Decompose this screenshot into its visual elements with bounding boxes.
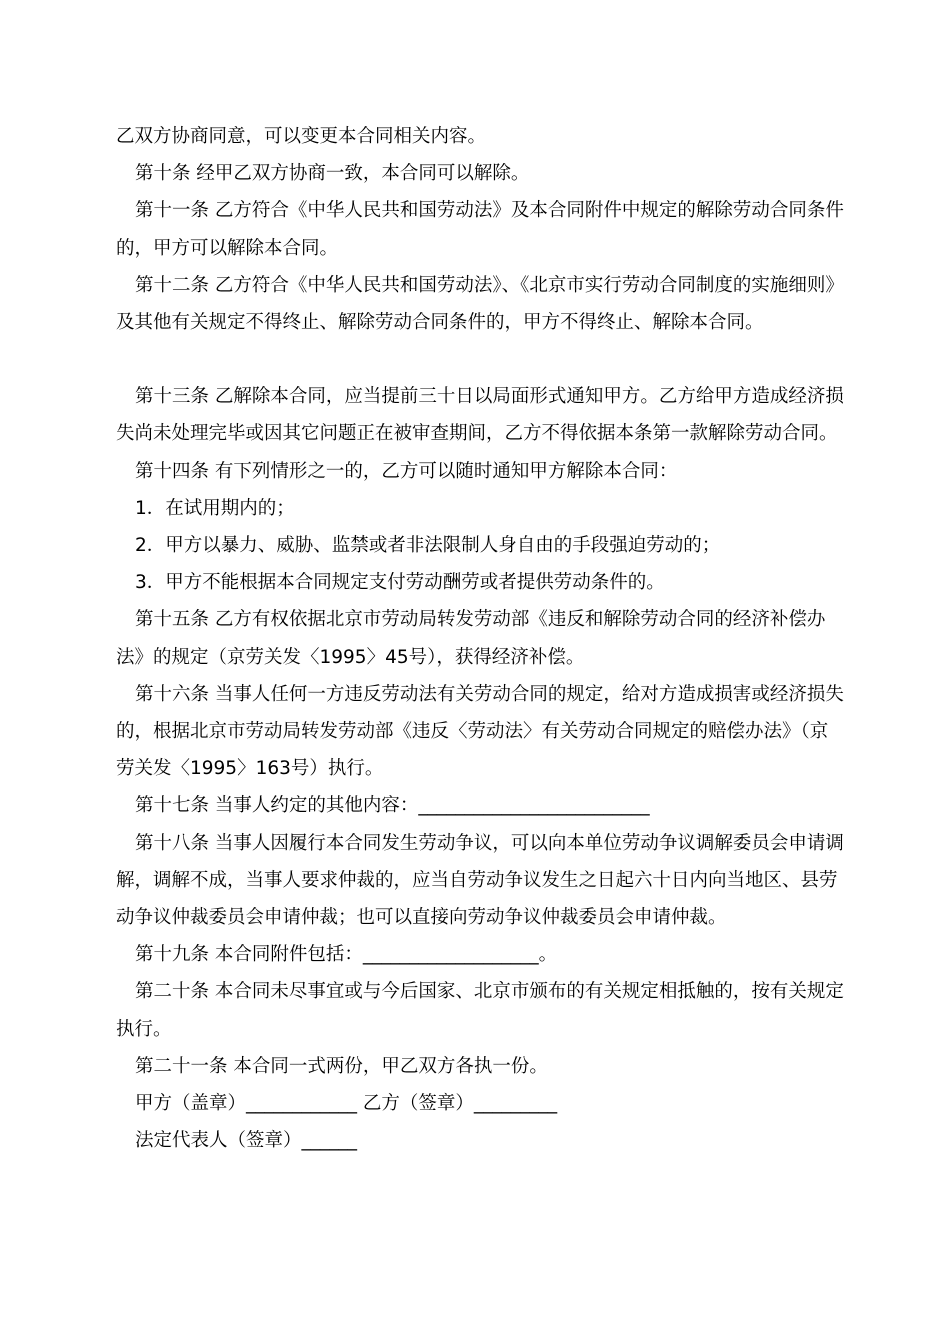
article-14-item-3: 3．甲方不能根据本合同规定支付劳动酬劳或者提供劳动条件的。 — [135, 572, 665, 594]
document-body — [116, 118, 846, 1159]
article-19: 第十九条 本合同附件包括：___________________。 — [135, 944, 558, 966]
signature-line-legal-representative: 法定代表人（签章）______ — [135, 1130, 358, 1152]
blank-line — [116, 341, 846, 378]
article-16: 第十六条 当事人任何一方违反劳动法有关劳动合同的规定，给对方造成损害或经济损失的，根据北京市劳动局转发劳动部《违反〈劳动法〉有关劳动合同规定的赔偿办法》（京劳关发〈1995〉163号）执行。 — [116, 683, 844, 780]
article-20: 第二十条 本合同未尽事宜或与今后国家、北京市颁布的有关规定相抵触的，按有关规定执行。 — [116, 981, 844, 1040]
paragraph-continuation: 乙双方协商同意，可以变更本合同相关内容。 — [116, 126, 487, 147]
article-21: 第二十一条 本合同一式两份，甲乙双方各执一份。 — [135, 1055, 548, 1077]
article-15: 第十五条 乙方有权依据北京市劳动局转发劳动部《违反和解除劳动合同的经济补偿办法》的规定（京劳关发〈1995〉45号），获得经济补偿。 — [116, 609, 826, 668]
article-14-item-2: 2．甲方以暴力、威胁、监禁或者非法限制人身自由的手段强迫劳动的； — [135, 535, 721, 557]
article-14-item-1: 1．在试用期内的； — [135, 497, 295, 519]
signature-line-parties: 甲方（盖章）____________ 乙方（签章）_________ — [135, 1093, 558, 1115]
article-12: 第十二条 乙方符合《中华人民共和国劳动法》、《北京市实行劳动合同制度的实施细则》及其他有关规定不得终止、解除劳动合同条件的，甲方不得终止、解除本合同。 — [116, 274, 844, 334]
article-11: 第十一条 乙方符合《中华人民共和国劳动法》及本合同附件中规定的解除劳动合同条件的，甲方可以解除本合同。 — [116, 200, 844, 259]
article-17: 第十七条 当事人约定的其他内容：_________________________ — [135, 795, 650, 817]
article-18: 第十八条 当事人因履行本合同发生劳动争议，可以向本单位劳动争议调解委员会申请调解，调解不成，当事人要求仲裁的，应当自劳动争议发生之日起六十日内向当地区、县劳动争议仲裁委员会申请仲裁；也可以直接向劳动争议仲裁委员会申请仲裁。 — [116, 832, 844, 929]
article-13: 第十三条 乙解除本合同，应当提前三十日以局面形式通知甲方。乙方给甲方造成经济损失尚未处理完毕或因其它问题正在被审查期间，乙方不得依据本条第一款解除劳动合同。 — [116, 386, 844, 445]
article-10: 第十条 经甲乙双方协商一致，本合同可以解除。 — [135, 163, 530, 185]
article-14: 第十四条 有下列情形之一的，乙方可以随时通知甲方解除本合同： — [135, 460, 678, 482]
